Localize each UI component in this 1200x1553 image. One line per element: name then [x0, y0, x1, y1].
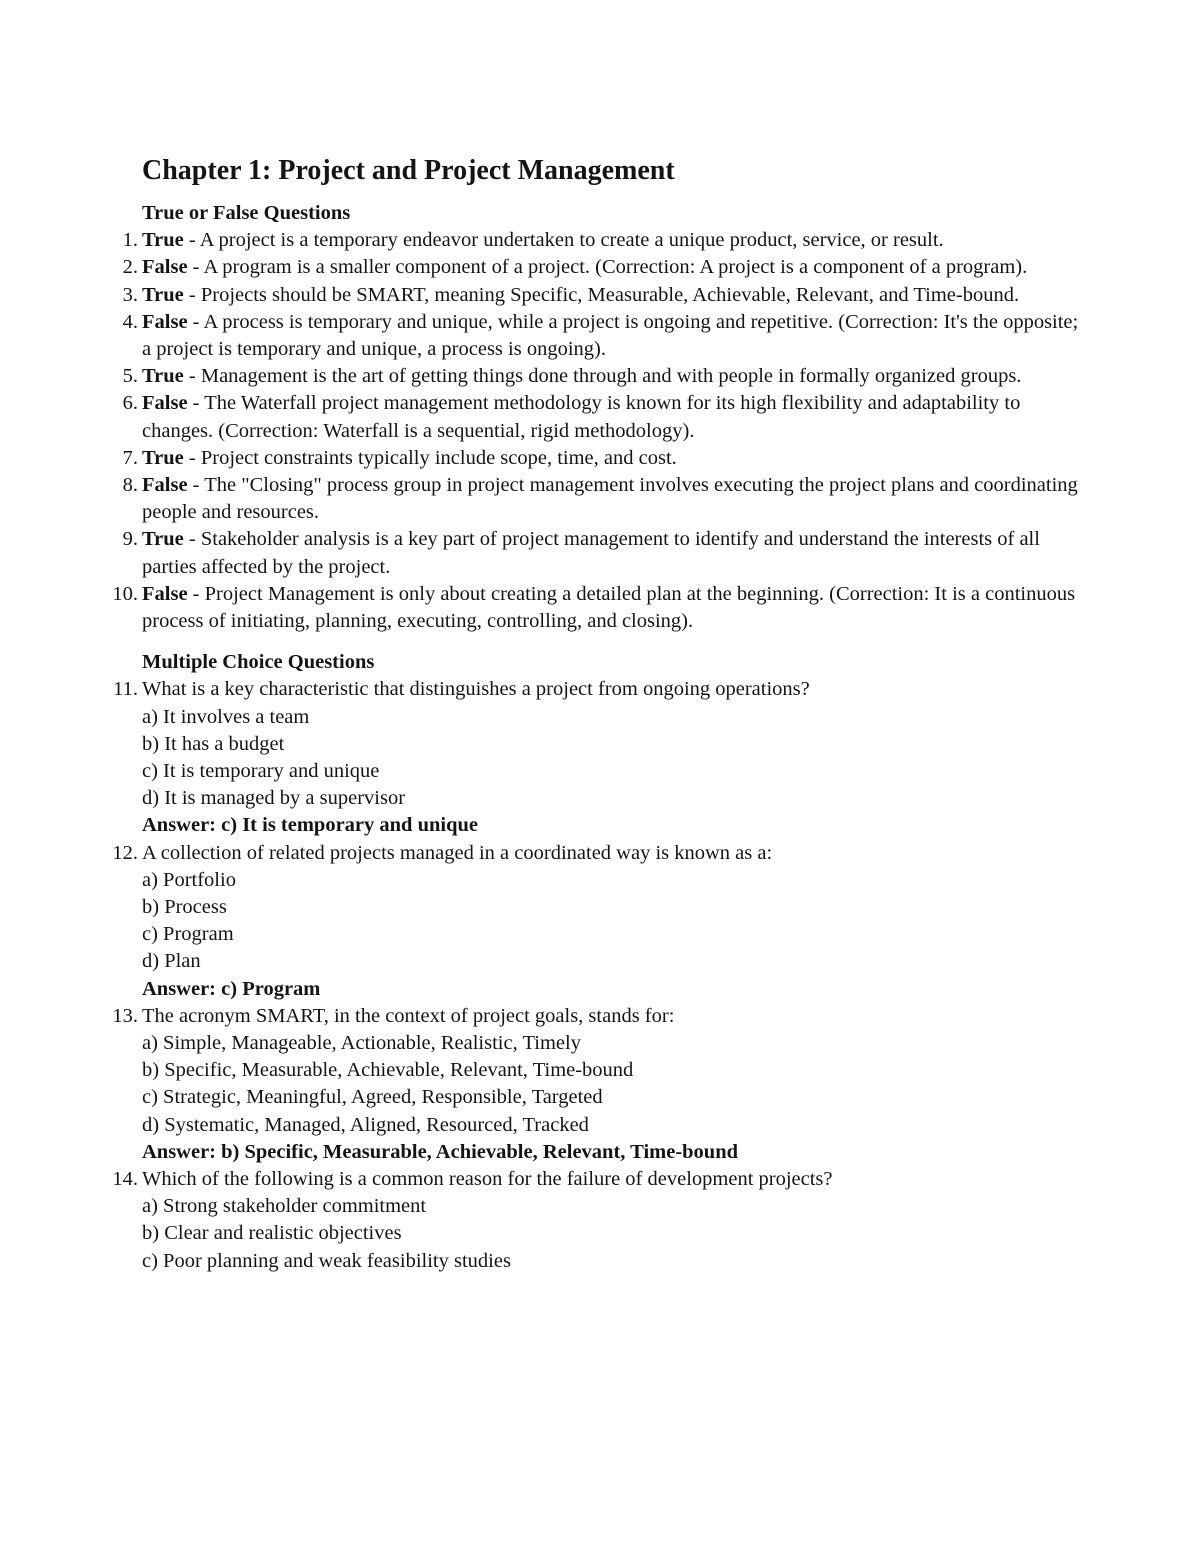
true-false-item	[112, 581, 1082, 635]
question-number: 13.	[112, 1004, 138, 1027]
item-text: - A program is a smaller component of a project. (Correction: A project is a component of a program).	[187, 256, 1028, 279]
item-number: 9.	[122, 528, 138, 551]
option-d: d) Systematic, Managed, Aligned, Resourced, Tracked	[142, 1113, 589, 1136]
option-b: b) Clear and realistic objectives	[142, 1222, 402, 1245]
question-number: 11.	[113, 678, 138, 701]
answer-line: Answer: b) Specific, Measurable, Achievable, Relevant, Time-bound	[142, 1140, 739, 1163]
item-verdict: True	[142, 283, 184, 306]
true-false-list	[112, 227, 1082, 635]
mc-question	[112, 1003, 1082, 1166]
item-text: - Management is the art of getting things done through and with people in formally organized groups.	[183, 365, 1022, 388]
question-text: A collection of related projects managed in a coordinated way is known as a:	[142, 841, 773, 864]
true-false-item	[122, 363, 1082, 390]
option-a: a) Strong stakeholder commitment	[142, 1195, 427, 1218]
option-a: a) It involves a team	[142, 705, 310, 728]
item-number: 5.	[122, 365, 138, 388]
question-text: The acronym SMART, in the context of project goals, stands for:	[142, 1004, 675, 1027]
option-d: d) Plan	[142, 950, 201, 973]
question-number: 14.	[112, 1168, 138, 1191]
item-verdict: False	[142, 310, 188, 333]
item-number: 3.	[122, 283, 138, 306]
item-number: 1.	[122, 229, 138, 252]
answer-line: Answer: c) It is temporary and unique	[142, 814, 478, 837]
document-body	[112, 200, 1082, 1275]
item-number: 2.	[122, 256, 138, 279]
item-verdict: False	[142, 582, 188, 605]
item-number: 10.	[112, 582, 138, 605]
mc-question	[112, 840, 1082, 1003]
option-d: d) It is managed by a supervisor	[142, 787, 406, 810]
item-verdict: True	[142, 446, 184, 469]
multiple-choice-list	[112, 676, 1082, 1274]
option-c: c) Program	[142, 923, 234, 946]
question-number: 12.	[112, 841, 138, 864]
item-verdict: False	[142, 256, 188, 279]
option-b: b) Process	[142, 896, 227, 919]
item-verdict: True	[142, 528, 184, 551]
true-false-heading: True or False Questions	[142, 202, 351, 224]
item-text: - Projects should be SMART, meaning Specific, Measurable, Achievable, Relevant, and Time-bound.	[183, 283, 1020, 306]
mc-question	[112, 1166, 1082, 1275]
true-false-item	[122, 282, 1082, 309]
item-text: - A process is temporary and unique, while a project is ongoing and repetitive. (Correction: It's the opposite; a project is temporary and unique, a process is ongoing).	[142, 310, 1079, 360]
item-verdict: True	[142, 365, 184, 388]
item-text: - A project is a temporary endeavor undertaken to create a unique product, service, or result.	[183, 229, 944, 252]
mc-question	[113, 676, 1082, 839]
multiple-choice-heading: Multiple Choice Questions	[142, 651, 375, 674]
true-false-item	[122, 390, 1082, 444]
item-text: - The Waterfall project management methodology is known for its high flexibility and adaptability to changes. (Correction: Waterfall is a sequential, rigid methodology).	[142, 392, 1021, 442]
item-number: 8.	[122, 474, 138, 497]
option-c: c) It is temporary and unique	[142, 760, 380, 783]
item-number: 7.	[122, 446, 138, 469]
option-c: c) Poor planning and weak feasibility studies	[142, 1249, 511, 1272]
option-c: c) Strategic, Meaningful, Agreed, Responsible, Targeted	[142, 1086, 603, 1109]
true-false-item	[122, 526, 1082, 580]
option-a: a) Simple, Manageable, Actionable, Realistic, Timely	[142, 1032, 581, 1055]
option-b: b) It has a budget	[142, 732, 285, 755]
item-verdict: False	[142, 392, 188, 415]
item-verdict: False	[142, 474, 188, 497]
item-number: 6.	[122, 392, 138, 415]
item-text: - Project Management is only about creating a detailed plan at the beginning. (Correction: It is a continuous process of initiating, planning, executing, controlling, and closing).	[142, 582, 1076, 633]
true-false-item	[122, 472, 1082, 526]
question-text: What is a key characteristic that distinguishes a project from ongoing operations?	[142, 678, 810, 701]
question-text: Which of the following is a common reason for the failure of development projects?	[142, 1168, 833, 1191]
option-b: b) Specific, Measurable, Achievable, Relevant, Time-bound	[142, 1059, 634, 1082]
option-a: a) Portfolio	[142, 868, 236, 891]
item-verdict: True	[142, 229, 184, 252]
answer-line: Answer: c) Program	[142, 977, 321, 1000]
true-false-item	[122, 309, 1082, 363]
chapter-title: Chapter 1: Project and Project Management	[142, 155, 675, 186]
item-text: - Stakeholder analysis is a key part of project management to identify and understand the interests of all parties affected by the project.	[142, 528, 1040, 578]
item-text: - Project constraints typically include scope, time, and cost.	[183, 446, 677, 469]
item-text: - The "Closing" process group in project management involves executing the project plans and coordinating people and resources.	[142, 474, 1078, 524]
item-number: 4.	[122, 310, 138, 333]
true-false-item	[122, 445, 1082, 472]
true-false-item	[122, 227, 1082, 254]
true-false-item	[122, 254, 1082, 281]
